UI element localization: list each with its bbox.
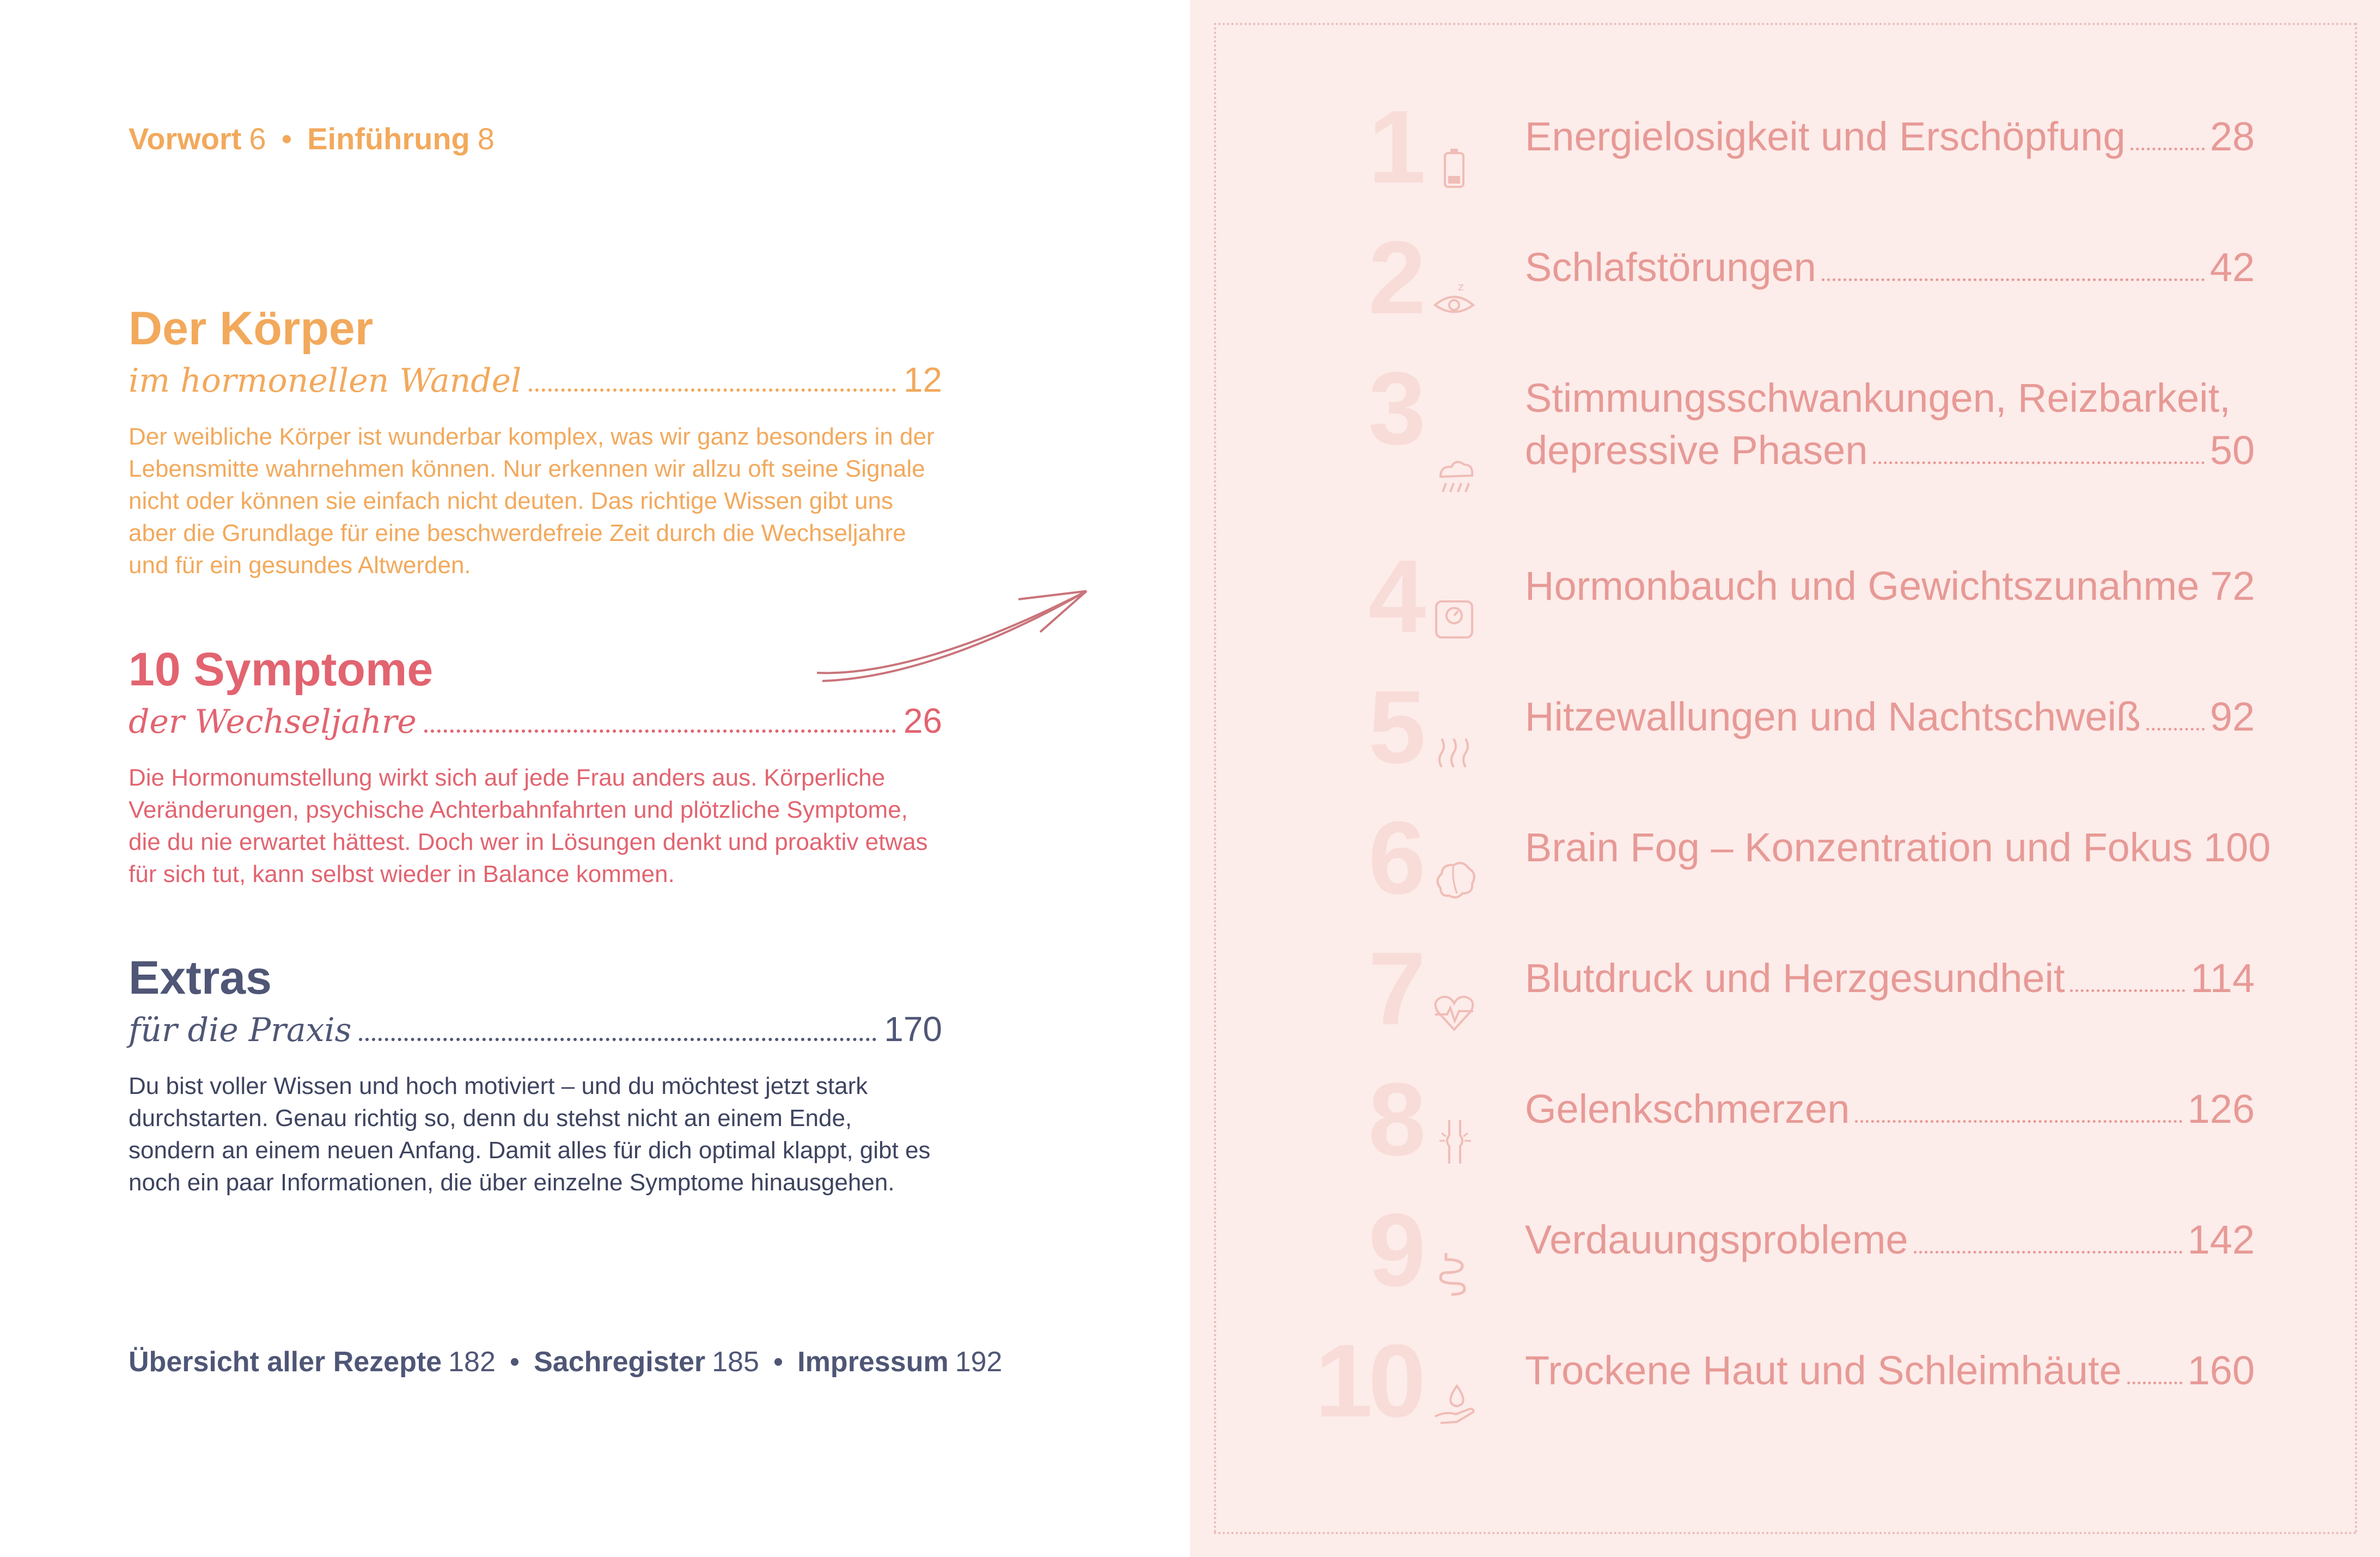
- toc-page: 50: [2210, 428, 2255, 473]
- heartbeat-icon: [1430, 986, 1479, 1035]
- section-subtitle: im hormonellen Wandel: [129, 362, 522, 400]
- recipes-link[interactable]: Übersicht aller Rezepte: [129, 1346, 442, 1378]
- toc-title: [1525, 952, 2255, 1005]
- index-page: 185: [712, 1346, 759, 1378]
- toc-title-line: [1525, 111, 2255, 163]
- section-body: [129, 302, 942, 581]
- intro-line: [129, 121, 495, 156]
- toc-title-line: [1525, 1083, 2255, 1135]
- toc-title-text: Gelenkschmerzen: [1525, 1086, 1850, 1132]
- toc-title: [1525, 1083, 2255, 1135]
- toc-number: 9: [1368, 1193, 1421, 1308]
- toc-item[interactable]: [1323, 1062, 2255, 1188]
- toc-title-line: [1525, 952, 2255, 1005]
- toc-item[interactable]: [1323, 89, 2255, 215]
- toc-title-line: [1525, 424, 2255, 477]
- section-description: Die Hormonumstellung wirkt sich auf jede Frau anders aus. Körperliche Veränderungen, psychische Achterbahnfahrten und plötzliche Symptome, die du nie erwartet hättest. Doch wer in Lösungen denkt und proaktiv etwas für sich tut, kann selbst wieder in Balance kommen.: [129, 764, 928, 887]
- toc-title-line: [1525, 822, 2271, 874]
- toc-number: 5: [1368, 670, 1421, 785]
- toc-number: 1: [1368, 89, 1421, 205]
- dot-leader: [529, 388, 895, 392]
- toc-page: 72: [2210, 563, 2255, 609]
- separator-dot: •: [509, 1346, 520, 1378]
- section-description: Der weibliche Körper ist wunderbar komplex, was wir ganz besonders in der Lebensmitte wahrnehmen können. Nur erkennen wir allzu oft seine Signale nicht oder können sie einfach nicht deuten. Das richtige Wissen gibt uns aber die Grundlage für eine beschwerdefreie Zeit durch die Wechseljahre und für ein gesundes Altwerden.: [129, 423, 935, 579]
- dot-leader: [1873, 461, 2204, 464]
- toc-title: [1525, 1345, 2255, 1397]
- toc-title: [1525, 111, 2255, 163]
- toc-item[interactable]: [1323, 670, 2255, 795]
- foreword-link[interactable]: Vorwort: [129, 121, 242, 156]
- dot-leader: [2146, 727, 2205, 731]
- toc-item[interactable]: [1323, 931, 2255, 1057]
- toc-page: 42: [2210, 245, 2255, 290]
- toc-title: [1525, 372, 2255, 477]
- toc-item[interactable]: [1315, 1323, 2255, 1449]
- toc-title-text: Energielosigkeit und Erschöpfung: [1525, 114, 2126, 159]
- toc-item[interactable]: [1323, 220, 2255, 346]
- foreword-page: 6: [249, 121, 266, 156]
- toc-item[interactable]: [1323, 1193, 2255, 1318]
- section-subtitle: für die Praxis: [129, 1011, 352, 1049]
- toc-title: [1525, 822, 2271, 874]
- dot-leader: [2070, 989, 2185, 992]
- separator-dot: •: [281, 121, 292, 156]
- dot-leader: [2131, 147, 2204, 150]
- dot-leader: [359, 1037, 876, 1041]
- toc-number: 3: [1368, 351, 1421, 466]
- recipes-page: 182: [448, 1346, 496, 1378]
- imprint-link[interactable]: Impressum: [797, 1346, 949, 1378]
- section-subtitle: der Wechseljahre: [129, 703, 417, 741]
- dot-leader: [1914, 1250, 2182, 1254]
- toc-number: 6: [1368, 800, 1421, 916]
- dot-leader: [424, 729, 896, 733]
- toc-title: [1525, 560, 2255, 612]
- toc-number: 2: [1368, 220, 1421, 336]
- toc-title-line: [1525, 691, 2255, 743]
- toc-page: 114: [2190, 956, 2255, 1001]
- imprint-page: 192: [955, 1346, 1003, 1378]
- dot-leader: [1822, 278, 2205, 281]
- toc-page: 160: [2187, 1348, 2255, 1393]
- toc-number: 8: [1368, 1062, 1421, 1177]
- toc-title-text: Brain Fog – Konzentration und Fokus: [1525, 825, 2193, 870]
- sleeping-eye-icon: [1430, 275, 1479, 324]
- toc-title-text: Stimmungsschwankungen, Reizbarkeit,: [1525, 375, 2231, 421]
- section-description: Du bist voller Wissen und hoch motiviert – und du möchtest jetzt stark durchstarten. Genau richtig so, denn du stehst nicht an einem Ende, sondern an einem neuen Anfang. Damit alles für dich optimal klappt, gibt es noch ein paar Informationen, die über einzelne Symptome hinausgehen.: [129, 1073, 931, 1196]
- toc-title-line: [1525, 560, 2255, 612]
- toc-title-line: [1525, 1345, 2255, 1397]
- toc-title: [1525, 1214, 2255, 1266]
- knee-joint-icon: [1430, 1117, 1479, 1166]
- toc-title-text: Trockene Haut und Schleimhäute: [1525, 1348, 2122, 1393]
- toc-title-line: [1525, 241, 2255, 294]
- index-link[interactable]: Sachregister: [534, 1346, 706, 1378]
- toc-page: 28: [2210, 114, 2255, 159]
- toc-item[interactable]: [1323, 800, 2271, 926]
- separator-dot: •: [773, 1346, 784, 1378]
- brain-icon: [1430, 855, 1479, 904]
- section-title[interactable]: Extras: [129, 952, 272, 1004]
- battery-icon: [1430, 144, 1479, 193]
- arrow-icon: [811, 583, 1095, 692]
- toc-number: 7: [1368, 931, 1421, 1047]
- dot-leader: [2127, 1381, 2182, 1384]
- toc-title-text: Hitzewallungen und Nachtschweiß: [1525, 694, 2141, 739]
- toc-title-text: Verdauungsprobleme: [1525, 1217, 1908, 1262]
- toc-item[interactable]: [1323, 351, 2255, 477]
- svg-text:z: z: [1458, 280, 1464, 293]
- scale-icon: [1430, 594, 1479, 643]
- section-page: 26: [903, 701, 942, 740]
- toc-number: 4: [1368, 539, 1421, 654]
- rain-cloud-icon: [1430, 449, 1479, 498]
- dot-leader: [1855, 1120, 2182, 1123]
- introduction-page: 8: [477, 121, 495, 156]
- toc-title: [1525, 691, 2255, 743]
- section-subtitle-row: [129, 701, 942, 743]
- toc-title: [1525, 241, 2255, 294]
- toc-title-text: Schlafstörungen: [1525, 245, 1816, 290]
- section-page: 170: [884, 1009, 942, 1049]
- toc-item[interactable]: [1323, 539, 2255, 665]
- footer-links: [129, 1346, 1002, 1378]
- toc-title-line: [1525, 372, 2255, 424]
- hand-drop-icon: [1430, 1378, 1479, 1427]
- section-subtitle-row: [129, 360, 942, 402]
- toc-number: 10: [1315, 1323, 1421, 1439]
- section-title[interactable]: Der Körper: [129, 302, 374, 355]
- heat-waves-icon: [1430, 725, 1479, 774]
- section-subtitle-row: [129, 1009, 942, 1051]
- toc-title-text: depressive Phasen: [1525, 428, 1868, 473]
- section-title[interactable]: 10 Symptome: [129, 643, 434, 696]
- toc-title-text: Blutdruck und Herzgesundheit: [1525, 956, 2065, 1001]
- section-page: 12: [903, 360, 942, 399]
- toc-title-line: [1525, 1214, 2255, 1266]
- section-extras: [129, 954, 942, 1199]
- toc-page: 126: [2187, 1086, 2255, 1132]
- introduction-link[interactable]: Einführung: [307, 121, 470, 156]
- intestine-icon: [1430, 1248, 1479, 1297]
- toc-title-text: Hormonbauch und Gewichtszunahme: [1525, 563, 2200, 609]
- toc-page: 142: [2187, 1217, 2255, 1262]
- toc-page: 100: [2203, 825, 2271, 870]
- toc-page: 92: [2210, 694, 2255, 739]
